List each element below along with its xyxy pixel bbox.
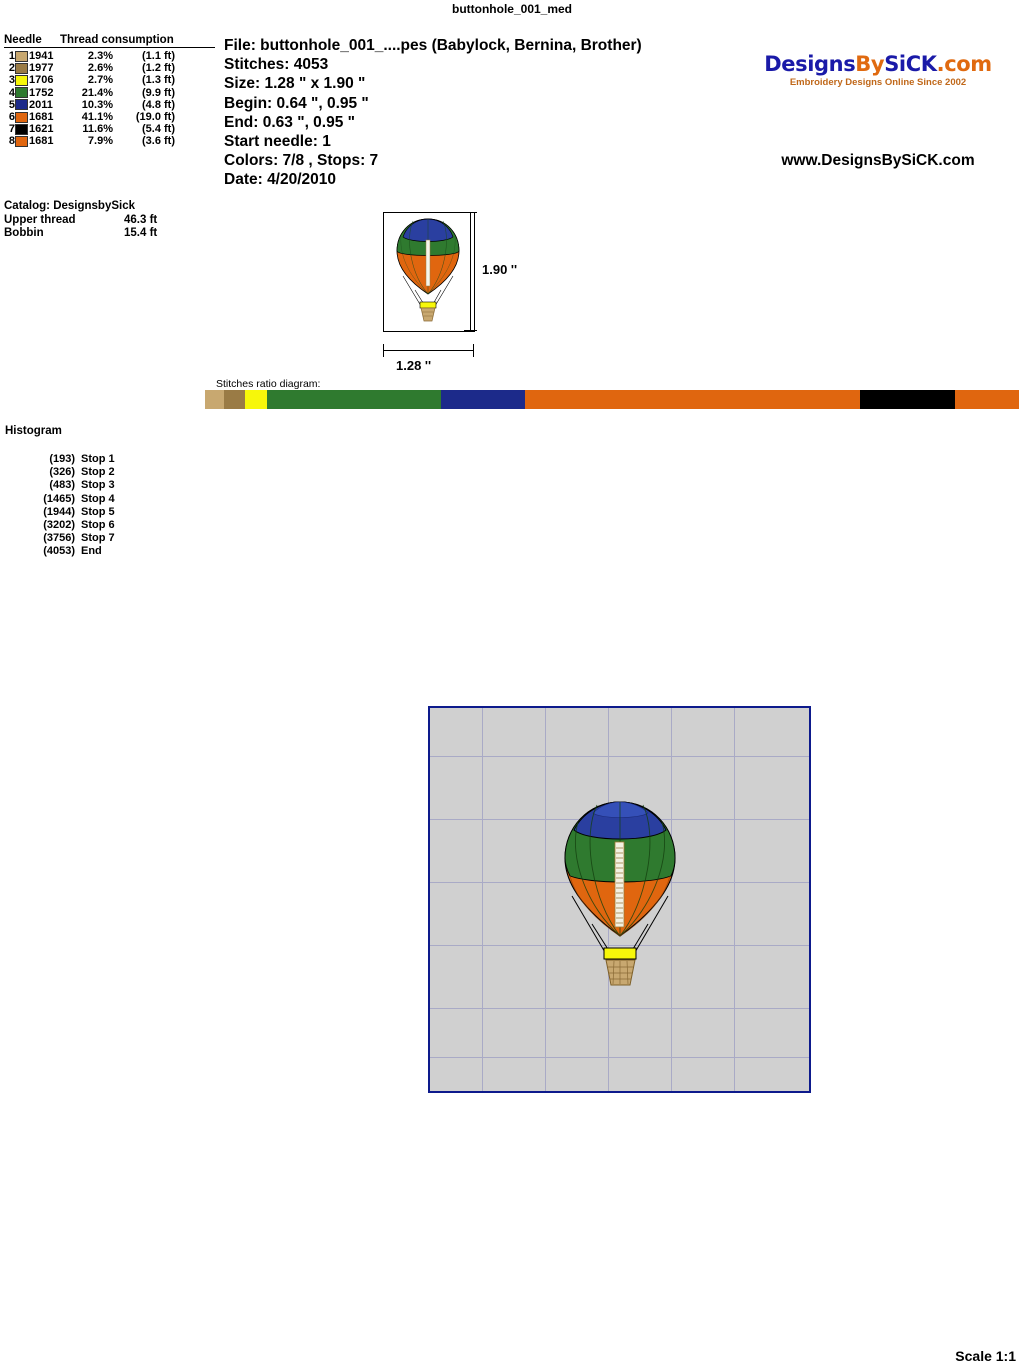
catalog-name: Catalog: DesignsbySick xyxy=(4,200,136,212)
grid-line-vertical xyxy=(482,708,483,1091)
histogram-label: Stop 3 xyxy=(81,479,115,492)
histogram-count: (1465) xyxy=(43,492,75,505)
width-dimension-line xyxy=(383,350,473,351)
width-tick-left xyxy=(383,344,384,357)
thread-length: (9.9 ft) xyxy=(142,86,175,99)
table-row xyxy=(4,87,175,99)
table-row xyxy=(4,74,175,86)
ratio-segment-6 xyxy=(525,390,860,409)
thread-code: 1752 xyxy=(29,86,54,99)
info-stitches: Stitches: 4053 xyxy=(224,56,329,74)
needle-index: 3 xyxy=(8,74,15,87)
needle-column-header: Needle xyxy=(4,34,42,46)
histogram-count: (483) xyxy=(49,479,75,492)
grid-line-vertical xyxy=(545,708,546,1091)
upper-thread-label: Upper thread xyxy=(4,213,76,226)
thread-length: (19.0 ft) xyxy=(135,111,175,124)
design-info-block xyxy=(224,36,744,190)
needle-index: 2 xyxy=(8,62,15,75)
thread-color-swatch xyxy=(15,135,29,147)
list-item xyxy=(5,479,115,492)
thread-percent: 10.3% xyxy=(81,98,113,111)
histogram-list xyxy=(5,453,115,559)
brand-tagline: Embroidery Designs Online Since 2002 xyxy=(789,77,967,88)
ratio-segment-5 xyxy=(441,390,525,409)
bobbin-row xyxy=(4,227,219,241)
thread-code: 1941 xyxy=(29,50,54,62)
histogram-count: (4053) xyxy=(43,545,75,558)
list-item xyxy=(5,466,115,479)
brand-by-text: By xyxy=(855,52,885,76)
histogram-label: Stop 4 xyxy=(81,492,115,505)
bobbin-label: Bobbin xyxy=(4,227,44,239)
ratio-segment-4 xyxy=(267,390,441,409)
height-tick-bottom xyxy=(464,330,477,331)
ratio-segment-2 xyxy=(224,390,245,409)
thread-percent: 2.7% xyxy=(87,74,113,87)
list-item xyxy=(5,493,115,506)
bobbin-value: 15.4 ft xyxy=(124,227,158,239)
preview-thumbnail xyxy=(385,214,471,328)
thread-length: (1.3 ft) xyxy=(142,74,175,87)
thread-percent: 2.6% xyxy=(87,62,113,75)
histogram-count: (326) xyxy=(49,466,75,479)
height-dimension-line xyxy=(470,212,471,330)
table-row xyxy=(4,99,175,111)
info-start-needle: Start needle: 1 xyxy=(224,133,331,151)
design-canvas xyxy=(428,706,811,1093)
thread-percent: 11.6% xyxy=(82,123,113,136)
height-tick-top xyxy=(464,212,477,213)
needle-index: 6 xyxy=(8,111,15,124)
info-begin: Begin: 0.64 ", 0.95 " xyxy=(224,94,369,112)
info-colors-stops: Colors: 7/8 , Stops: 7 xyxy=(224,152,379,170)
balloon-design-preview xyxy=(548,796,693,996)
histogram-count: (1944) xyxy=(43,505,75,518)
thread-length: (3.6 ft) xyxy=(142,135,175,148)
thread-length: (5.4 ft) xyxy=(142,123,175,136)
thread-percent: 7.9% xyxy=(87,135,113,148)
histogram-label: End xyxy=(81,545,102,558)
catalog-summary xyxy=(4,200,219,241)
thread-color-swatch xyxy=(15,62,29,74)
height-dimension-label: 1.90 '' xyxy=(482,262,518,277)
thread-color-swatch xyxy=(15,99,29,111)
grid-line-vertical xyxy=(734,708,735,1091)
thread-code: 1681 xyxy=(29,135,54,148)
thread-length: (1.1 ft) xyxy=(142,50,175,62)
thread-code: 1706 xyxy=(29,74,54,87)
list-item xyxy=(5,519,115,532)
ratio-segment-8 xyxy=(955,390,1019,409)
ratio-segment-3 xyxy=(245,390,267,409)
upper-thread-row xyxy=(4,214,219,228)
brand-designs-text: Designs xyxy=(764,52,856,76)
brand-logo-text xyxy=(752,52,1004,76)
thread-color-swatch xyxy=(15,74,29,86)
ratio-segment-7 xyxy=(860,390,955,409)
stitches-ratio-bar xyxy=(205,390,1019,409)
needle-index: 8 xyxy=(8,135,15,148)
info-size: Size: 1.28 " x 1.90 " xyxy=(224,75,366,93)
needle-index: 5 xyxy=(8,98,15,111)
needle-table-header xyxy=(4,34,219,46)
thread-code: 1681 xyxy=(29,111,54,124)
info-date: Date: 4/20/2010 xyxy=(224,171,337,189)
histogram-count: (3756) xyxy=(43,532,75,545)
balloon-thumbnail-svg xyxy=(385,214,471,328)
histogram-count: (3202) xyxy=(43,519,75,532)
thread-percent: 2.3% xyxy=(87,50,113,62)
width-tick-right xyxy=(473,344,474,357)
brand-url: www.DesignsBySiCK.com xyxy=(781,152,975,169)
info-end: End: 0.63 ", 0.95 " xyxy=(224,113,356,131)
thread-percent: 21.4% xyxy=(81,86,113,99)
info-file: File: buttonhole_001_....pes (Babylock, Bernina, Brother) xyxy=(224,37,642,54)
histogram-count: (193) xyxy=(49,453,75,465)
width-dimension-label: 1.28 '' xyxy=(396,358,432,373)
table-row xyxy=(4,135,175,147)
thread-color-swatch xyxy=(15,50,29,62)
brand-com-text: .com xyxy=(936,52,992,76)
thread-code: 1977 xyxy=(29,62,54,75)
table-row xyxy=(4,62,175,74)
scale-label: Scale 1:1 xyxy=(955,1348,1016,1364)
histogram-title: Histogram xyxy=(5,425,62,437)
thread-color-swatch xyxy=(15,111,29,123)
list-item xyxy=(5,532,115,545)
grid-line-horizontal xyxy=(430,756,809,757)
page-title: buttonhole_001_med xyxy=(451,2,573,16)
needle-rows xyxy=(4,50,175,148)
stitches-ratio-label: Stitches ratio diagram: xyxy=(216,378,321,390)
needle-index: 1 xyxy=(8,50,15,62)
upper-thread-value: 46.3 ft xyxy=(124,213,158,226)
needle-index: 7 xyxy=(8,123,15,136)
grid-line-horizontal xyxy=(430,1008,809,1009)
ratio-segment-1 xyxy=(205,390,224,409)
brand-sick-text: SiCK xyxy=(884,52,937,76)
thread-length: (4.8 ft) xyxy=(142,98,175,111)
grid-line-horizontal xyxy=(430,1057,809,1058)
histogram-label: Stop 1 xyxy=(81,453,115,465)
histogram-label: Stop 2 xyxy=(81,466,115,479)
histogram-label: Stop 7 xyxy=(81,532,115,545)
histogram-label: Stop 5 xyxy=(81,505,115,518)
thread-color-swatch xyxy=(15,123,29,135)
list-item xyxy=(5,506,115,519)
thread-code: 2011 xyxy=(29,98,53,111)
histogram-label: Stop 6 xyxy=(81,519,115,532)
thread-code: 1621 xyxy=(29,123,54,136)
needle-index: 4 xyxy=(8,86,15,99)
needle-thread-table xyxy=(4,34,219,148)
thread-color-swatch xyxy=(15,87,29,99)
thread-percent: 41.1% xyxy=(81,111,113,124)
header-divider xyxy=(4,47,215,48)
brand-logo xyxy=(752,52,1004,169)
thread-consumption-column-header: Thread consumption xyxy=(60,34,174,46)
table-row xyxy=(4,50,175,62)
list-item xyxy=(5,545,115,558)
list-item xyxy=(5,453,115,466)
table-row xyxy=(4,111,175,123)
balloon-design-svg xyxy=(548,796,693,996)
thread-length: (1.2 ft) xyxy=(142,62,175,75)
table-row xyxy=(4,123,175,135)
